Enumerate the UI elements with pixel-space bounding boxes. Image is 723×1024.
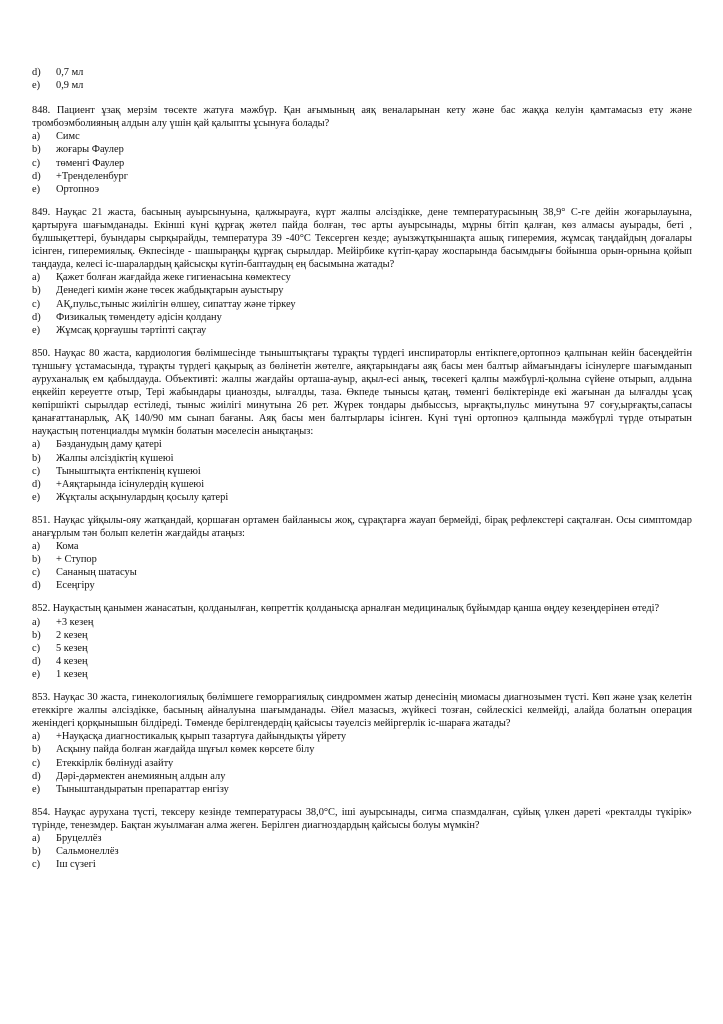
question-851 — [32, 514, 692, 593]
answer-option — [32, 553, 692, 566]
option-letter: b) — [32, 144, 41, 156]
answer-option — [32, 465, 692, 478]
question-text: 848. Пациент ұзақ мерзім төсекте жатуға мәжбүр. Қан ағымының аяқ веналарынан кету және бас жаққа келуін қамтамасыз ету және тромбоэмболияның алдын алу үшін қай қалыпты ұсынуға болады? — [32, 105, 692, 130]
answer-option — [32, 478, 692, 491]
option-text: төменгі Фаулер — [56, 157, 125, 169]
question-text: 851. Науқас ұйқылы-ояу жатқандай, қоршаған ортамен байланысы жоқ, сұрақтарға жауап бермейді, бірақ рефлекстері сақталған. Осы симптомдар анағұрлым тән болып келетін жағдайды атаңыз: — [32, 514, 692, 539]
answer-option — [32, 284, 692, 297]
option-letter: e) — [32, 783, 41, 795]
option-letter: c) — [32, 859, 41, 871]
question-text: 853. Науқас 30 жаста, гинекологиялық бөлімшеге геморрагиялық синдроммен жатыр денесінің миомасы диагнозымен түсті. Көп және ұзақ келетін етеккірге жалпы әлсіздікке, басының айналуына шағымданады. Әйел мазасыз, жүйкесі тозған, сөйлескісі келмейді, алайда болатын операция женіндегі қорқынышын білдіреді. Төменде берілгендердің қайсысы тәуелсіз мейіргерлік іс-шараға жатады? — [32, 692, 692, 730]
option-letter: b) — [32, 285, 41, 297]
answer-option — [32, 642, 692, 655]
option-letter: a) — [32, 731, 41, 743]
option-letter: c) — [32, 157, 41, 169]
option-letter: e) — [32, 668, 41, 680]
question-text: 849. Науқас 21 жаста, басының ауырсынуына, қалжырауға, күрт жалпы әлсіздікке, дене температурасының 38,9° С-ге дейін жоғарылауына, қартыруға шағымданады. Екінші күні құрғақ жөтел пайда болған, төс арты ауырсынады, мұрны бітіп қалған, көз алмасы ауырады, беті , бұлшықеттері, буындары сырқырайды, температура 39 -40°С Тексерген кезде; ауызжұтқыншақта ашық гиперемия, жұмсақ таңдайдың доғалары ісінген, гиперемиялық. Өкпесінде - шашыраңқы құрғақ сырылдар. Мейірбике күтіп-қарау жоспарында басымдығы бойынша орын-орнына қойып таңдауда, келесі іс-шаралардың қайсысқы күтіп-баптаудың ең басымына жатады? — [32, 206, 692, 271]
question-852 — [32, 602, 692, 681]
answer-option — [32, 629, 692, 642]
option-letter: d) — [32, 170, 41, 182]
answer-option — [32, 845, 692, 858]
answer-option — [32, 157, 692, 170]
question-853 — [32, 691, 692, 796]
option-text: 5 кезең — [56, 642, 88, 654]
option-letter: e) — [32, 324, 41, 336]
option-letter: a) — [32, 832, 41, 844]
question-text: 854. Науқас аурухана түсті, тексеру кезінде температурасы 38,0°С, іші ауырсынады, сигма спазмдалған, сұйық үлкен дәреті «ректалды түкірік» түрінде, тенезмдер. Бақтан жуылмаған алма жеген. Берілген диагноздардың қайсысы болуы мүмкін? — [32, 806, 692, 831]
option-letter: d) — [32, 580, 41, 592]
answer-option — [32, 452, 692, 465]
answer-option — [32, 311, 692, 324]
option-text: +Науқасқа диагностикалық қырып тазартуға дайындықты үйрету — [56, 731, 347, 743]
answer-option — [32, 832, 692, 845]
option-letter: c) — [32, 298, 41, 310]
option-letter: a) — [32, 616, 41, 628]
option-text: 4 кезең — [56, 655, 88, 667]
option-text: Бәзданудың даму қатері — [56, 439, 162, 451]
question-text: 852. Науқастың қанымен жанасатын, қолданылған, көпреттік қолданысқа арналған медициналық бұйымдар қанша өңдеу кезеңдерінен өтеді? — [32, 603, 660, 615]
option-letter: a) — [32, 272, 41, 284]
option-text: Бруцеллёз — [56, 832, 102, 844]
option-text: 0,7 мл — [56, 67, 84, 78]
option-letter: b) — [32, 744, 41, 756]
option-text: Жалпы әлсіздіктің күшеюі — [56, 452, 174, 464]
answer-option — [32, 491, 692, 504]
option-letter: c) — [32, 642, 41, 654]
answer-option — [32, 730, 692, 743]
answer-option — [32, 668, 692, 681]
option-letter: c) — [32, 567, 41, 579]
option-text: Сананың шатасуы — [56, 567, 137, 579]
answer-option — [32, 438, 692, 451]
question-854 — [32, 806, 692, 871]
answer-option — [32, 770, 692, 783]
option-text: Асқыну пайда болған жағдайда шұғыл көмек көрсете білу — [56, 744, 315, 756]
option-letter: b) — [32, 554, 41, 566]
answer-option — [32, 298, 692, 311]
answer-option — [32, 183, 692, 196]
answer-option — [32, 271, 692, 284]
option-letter: b) — [32, 629, 41, 641]
option-letter: a) — [32, 131, 41, 143]
option-text: Кома — [56, 541, 79, 553]
option-text: Тыныштықта ентікпенің күшеюі — [56, 465, 201, 477]
answer-option — [32, 170, 692, 183]
answer-option — [32, 566, 692, 579]
option-text: Жұмсақ қорғаушы тәртіпті сақтау — [56, 324, 207, 336]
option-letter: c) — [32, 465, 41, 477]
document-page — [32, 66, 692, 881]
option-text: Симс — [56, 131, 80, 143]
question-848 — [32, 104, 692, 196]
answer-option — [32, 540, 692, 553]
option-letter: e) — [32, 80, 41, 92]
option-text: +Тренделенбург — [56, 170, 128, 182]
answer-option — [32, 324, 692, 337]
answer-option — [32, 130, 692, 143]
option-text: жоғары Фаулер — [56, 144, 124, 156]
option-letter: d) — [32, 655, 41, 667]
option-text: Жұқталы асқынулардың қосылу қатері — [56, 491, 229, 503]
option-text: Дәрі-дәрмектен анемияның алдын алу — [56, 770, 226, 782]
answer-option — [32, 143, 692, 156]
question-849 — [32, 206, 692, 337]
answer-option — [32, 79, 692, 92]
option-text: Есеңгіру — [56, 580, 95, 592]
option-letter: b) — [32, 846, 41, 858]
option-text: +3 кезең — [56, 616, 94, 628]
question-text: 850. Науқас 80 жаста, кардиология бөлімшесінде тыныштықтағы тұрақты түрдегі инспираторлы ентікпеге,ортопноэ қалпынан кейін басеңдейтін тұншығу ұстамасында, тұрақты түрдегі қақырық аз бөлінетін жөтелге, аяқтарындағы аяқ басы мен балтыр аймағындағы ісінулерге шағымданып ауруханалық ем қабылдауда. Объективті: жалпы жағдайы орташа-ауыр, ақыл-есі анық, төсекегі қалпы мәжбүрлі-қолына сүйене отырып, алдына еңкейіп кереуетте отыр, Тері жабындары цианозды, ылғалды, таза. Өкпеде тынысы қатаң, төменгі бөліктерінде екі жағынан да ылғалды ұсақ көпіршікті сырылдар естіледі, тыныс жиілігі минутына 26 рет. Жүрек тондары дыбыссыз, ырғақты,пульс минутына 97 соғу,ырғақты,сапасы қанағаттанарлық, АҚ 140/90 мм сынап бағаны. Аяқ басы мен балтырлары ісінген. Күні түні ортопноэ қалпында мәжбүрлі түрде отыратын науқастың потенциалды мүмкін болатын мәселесін анықтаңыз: — [32, 347, 692, 438]
option-text: Етеккірлік бөлінуді азайту — [56, 757, 174, 769]
option-text: 1 кезең — [56, 668, 88, 680]
option-text: АҚ,пульс,тыныс жиілігін өлшеу, сипаттау және тіркеу — [56, 298, 296, 310]
option-text: Денедегі кимін және төсек жабдықтарын ауыстыру — [56, 285, 284, 297]
option-text: Физикалық төмендету әдісін қолдану — [56, 311, 222, 323]
option-text: + Ступор — [56, 554, 97, 566]
option-letter: a) — [32, 439, 41, 451]
answer-option — [32, 616, 692, 629]
answer-option — [32, 783, 692, 796]
option-letter: d) — [32, 311, 41, 323]
option-letter: d) — [32, 67, 41, 78]
question-850 — [32, 347, 692, 504]
option-text: +Аяқтарында ісінулердің күшеюі — [56, 478, 205, 490]
option-letter: d) — [32, 770, 41, 782]
answer-option — [32, 743, 692, 756]
option-text: Қажет болған жағдайда жеке гигиенасына көмектесу — [56, 272, 291, 284]
option-text: 2 кезең — [56, 629, 88, 641]
previous-question-tail — [32, 66, 692, 92]
option-text: Сальмонеллёз — [56, 846, 119, 858]
option-letter: e) — [32, 183, 41, 195]
answer-option — [32, 757, 692, 770]
option-text: 0,9 мл — [56, 80, 84, 92]
answer-option — [32, 858, 692, 871]
option-text: Ортопноэ — [56, 183, 100, 195]
option-letter: d) — [32, 478, 41, 490]
answer-option — [32, 579, 692, 592]
option-text: Іш сүзегі — [56, 859, 96, 871]
answer-option — [32, 655, 692, 668]
option-letter: b) — [32, 452, 41, 464]
option-letter: e) — [32, 491, 41, 503]
option-text: Тыныштандыратын препараттар енгізу — [56, 783, 229, 795]
answer-option — [32, 66, 692, 79]
option-letter: a) — [32, 541, 41, 553]
option-letter: c) — [32, 757, 41, 769]
